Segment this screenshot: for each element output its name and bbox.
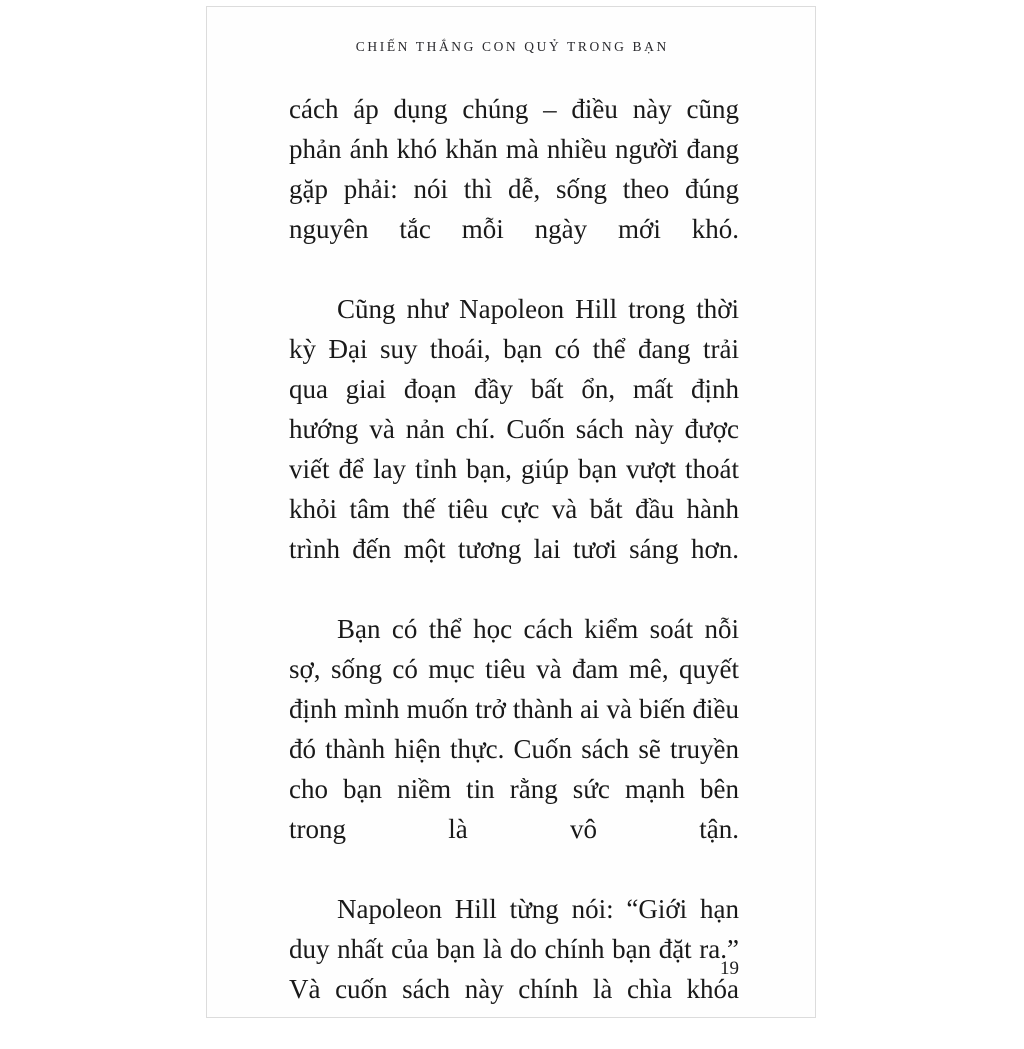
body-paragraph: Cũng như Napoleon Hill trong thời kỳ Đại suy thoái, bạn có thể đang trải qua giai đoạn đầy bất ổn, mất định hướng và nản chí. Cuốn sách này được viết để lay tỉnh bạn, giúp bạn vượt thoát khỏi tâm thế tiêu cực và bắt đầu hành trình đến một tương lai tươi sáng hơn. xyxy=(289,294,739,564)
book-page xyxy=(206,6,816,1018)
body-paragraph: Napoleon Hill từng nói: “Giới hạn duy nhất của bạn là do chính bạn đặt ra.” Và cuốn sách này chính là chìa khóa xyxy=(289,894,739,1004)
body-text-column xyxy=(289,89,739,1049)
page-number: 19 xyxy=(720,958,739,979)
body-paragraph: Bạn có thể học cách kiểm soát nỗi sợ, sống có mục tiêu và đam mê, quyết định mình muốn trở thành ai và biến điều đó thành hiện thực. Cuốn sách sẽ truyền cho bạn niềm tin rằng sức mạnh bên trong là vô tận. xyxy=(289,614,739,844)
body-paragraph: cách áp dụng chúng – điều này cũng phản ánh khó khăn mà nhiều người đang gặp phải: nói thì dễ, sống theo đúng nguyên tắc mỗi ngày mới khó. xyxy=(289,94,739,244)
running-head: CHIẾN THẮNG CON QUỶ TRONG BẠN xyxy=(355,39,669,54)
